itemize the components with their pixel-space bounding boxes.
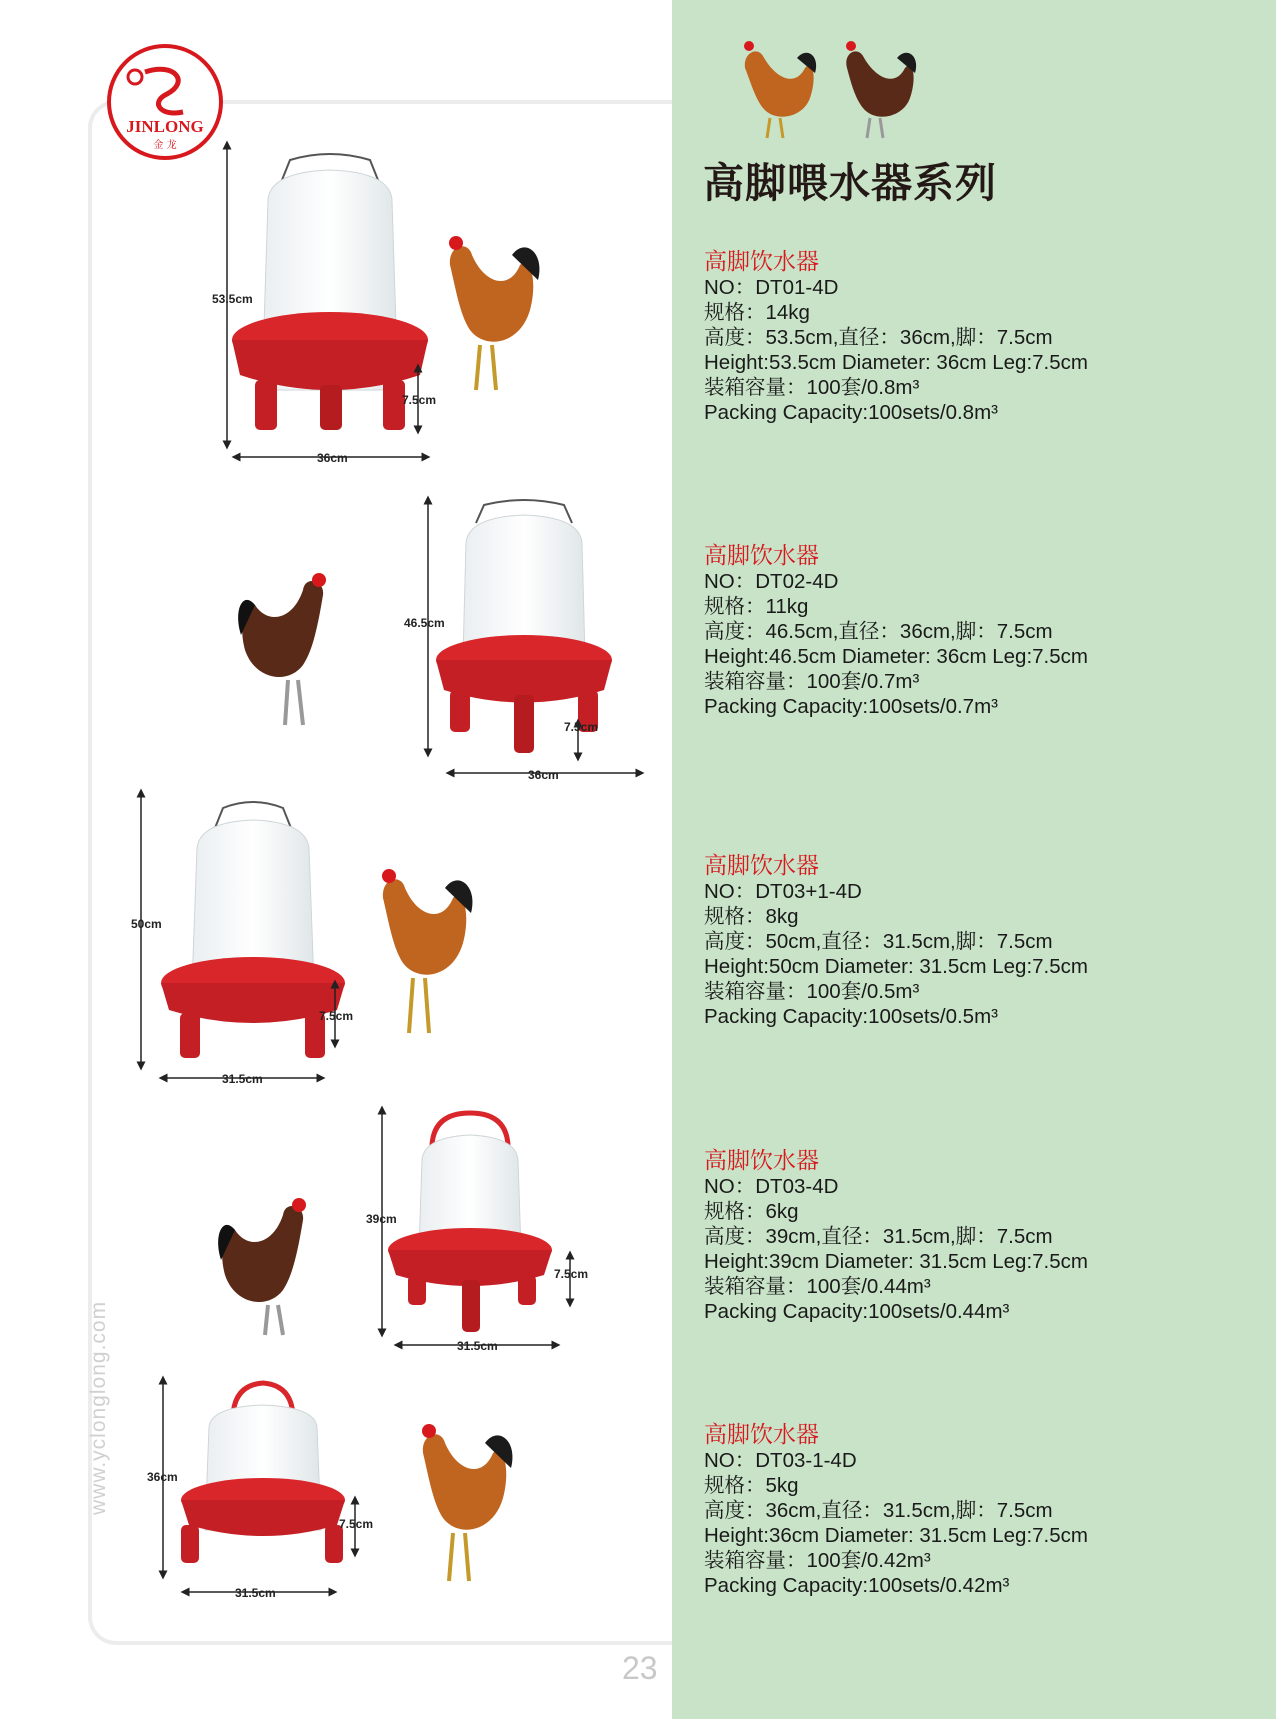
product-number: NO：DT03-1-4D bbox=[704, 1449, 857, 1472]
leg-dimension: 7.5cm bbox=[402, 393, 437, 407]
product-size-en: Height:39cm Diameter: 31.5cm Leg:7.5cm bbox=[704, 1250, 1088, 1273]
product-packing-cn: 装箱容量：100套/0.8m³ bbox=[704, 376, 920, 399]
product-size-en: Height:36cm Diameter: 31.5cm Leg:7.5cm bbox=[704, 1524, 1088, 1547]
logo-subtext: 金 龙 bbox=[153, 140, 177, 151]
product-packing-cn: 装箱容量：100套/0.44m³ bbox=[704, 1275, 931, 1298]
product-size-en: Height:53.5cm Diameter: 36cm Leg:7.5cm bbox=[704, 351, 1088, 374]
product-size-cn: 高度：36cm,直径：31.5cm,脚：7.5cm bbox=[704, 1499, 1053, 1522]
logo-text: JINLONG bbox=[126, 117, 204, 136]
product-size-cn: 高度：46.5cm,直径：36cm,脚：7.5cm bbox=[704, 620, 1053, 643]
product-number: NO：DT01-4D bbox=[704, 276, 839, 299]
product-name: 高脚饮水器 bbox=[704, 1421, 819, 1447]
product-spec-dt03-1 bbox=[704, 852, 1264, 1029]
diameter-dimension: 31.5cm bbox=[235, 1586, 276, 1600]
product-number: NO：DT03+1-4D bbox=[704, 880, 862, 903]
rooster-icon bbox=[449, 236, 539, 390]
product-packing-cn: 装箱容量：100套/0.7m³ bbox=[704, 670, 920, 693]
product-number: NO：DT03-4D bbox=[704, 1175, 839, 1198]
rooster-icon bbox=[744, 41, 816, 138]
product-spec-dt02 bbox=[704, 542, 1264, 719]
diameter-dimension: 36cm bbox=[317, 451, 348, 465]
product-packing-cn: 装箱容量：100套/0.5m³ bbox=[704, 980, 920, 1003]
height-dimension: 36cm bbox=[147, 1470, 178, 1484]
leg-dimension: 7.5cm bbox=[554, 1267, 589, 1281]
product-number: NO：DT02-4D bbox=[704, 570, 839, 593]
product-spec-dt03-1-4d bbox=[704, 1421, 1264, 1598]
page-number: 23 bbox=[622, 1650, 658, 1686]
product-size-cn: 高度：50cm,直径：31.5cm,脚：7.5cm bbox=[704, 930, 1053, 953]
diameter-dimension: 31.5cm bbox=[222, 1072, 263, 1086]
product-size-cn: 高度：53.5cm,直径：36cm,脚：7.5cm bbox=[704, 326, 1053, 349]
product-weight: 规格：8kg bbox=[704, 905, 799, 928]
leg-dimension: 7.5cm bbox=[339, 1517, 374, 1531]
product-name: 高脚饮水器 bbox=[704, 542, 819, 568]
leg-dimension: 7.5cm bbox=[319, 1009, 354, 1023]
height-dimension: 46.5cm bbox=[404, 616, 445, 630]
product-name: 高脚饮水器 bbox=[704, 248, 819, 274]
product-packing-en: Packing Capacity:100sets/0.42m³ bbox=[704, 1574, 1010, 1597]
product-spec-dt03 bbox=[704, 1147, 1264, 1324]
product-packing-en: Packing Capacity:100sets/0.7m³ bbox=[704, 695, 998, 718]
product-weight: 规格：11kg bbox=[704, 595, 809, 618]
drinker-illustration-dt03-1-4d bbox=[145, 1375, 545, 1605]
height-dimension: 53.5cm bbox=[212, 292, 253, 306]
website-watermark: www.yclonglong.com bbox=[87, 1300, 110, 1515]
product-name: 高脚饮水器 bbox=[704, 1147, 819, 1173]
page-title: 高脚喂水器系列 bbox=[703, 160, 997, 206]
product-size-cn: 高度：39cm,直径：31.5cm,脚：7.5cm bbox=[704, 1225, 1053, 1248]
drinker-illustration-dt03 bbox=[208, 1105, 608, 1365]
diameter-dimension: 31.5cm bbox=[457, 1339, 498, 1353]
rooster-icon bbox=[422, 1424, 512, 1581]
product-name: 高脚饮水器 bbox=[704, 852, 819, 878]
height-dimension: 50cm bbox=[131, 917, 162, 931]
product-weight: 规格：5kg bbox=[704, 1474, 799, 1497]
product-spec-dt01 bbox=[704, 248, 1264, 425]
product-packing-en: Packing Capacity:100sets/0.5m³ bbox=[704, 1005, 998, 1028]
drinker-illustration-dt01 bbox=[200, 140, 600, 470]
product-size-en: Height:50cm Diameter: 31.5cm Leg:7.5cm bbox=[704, 955, 1088, 978]
diameter-dimension: 36cm bbox=[528, 768, 559, 782]
product-packing-en: Packing Capacity:100sets/0.8m³ bbox=[704, 401, 998, 424]
drinker-illustration-dt02 bbox=[228, 495, 648, 785]
rooster-icon bbox=[218, 1198, 306, 1335]
height-dimension: 39cm bbox=[366, 1212, 397, 1226]
product-packing-en: Packing Capacity:100sets/0.44m³ bbox=[704, 1300, 1010, 1323]
product-weight: 规格：6kg bbox=[704, 1200, 799, 1223]
rooster-pair-illustration bbox=[735, 38, 925, 148]
product-weight: 规格：14kg bbox=[704, 301, 810, 324]
product-size-en: Height:46.5cm Diameter: 36cm Leg:7.5cm bbox=[704, 645, 1088, 668]
rooster-icon bbox=[846, 41, 916, 138]
drinker-illustration-dt03-1 bbox=[125, 788, 525, 1088]
rooster-icon bbox=[382, 869, 472, 1033]
rooster-icon bbox=[238, 573, 326, 725]
leg-dimension: 7.5cm bbox=[564, 720, 599, 734]
product-packing-cn: 装箱容量：100套/0.42m³ bbox=[704, 1549, 931, 1572]
